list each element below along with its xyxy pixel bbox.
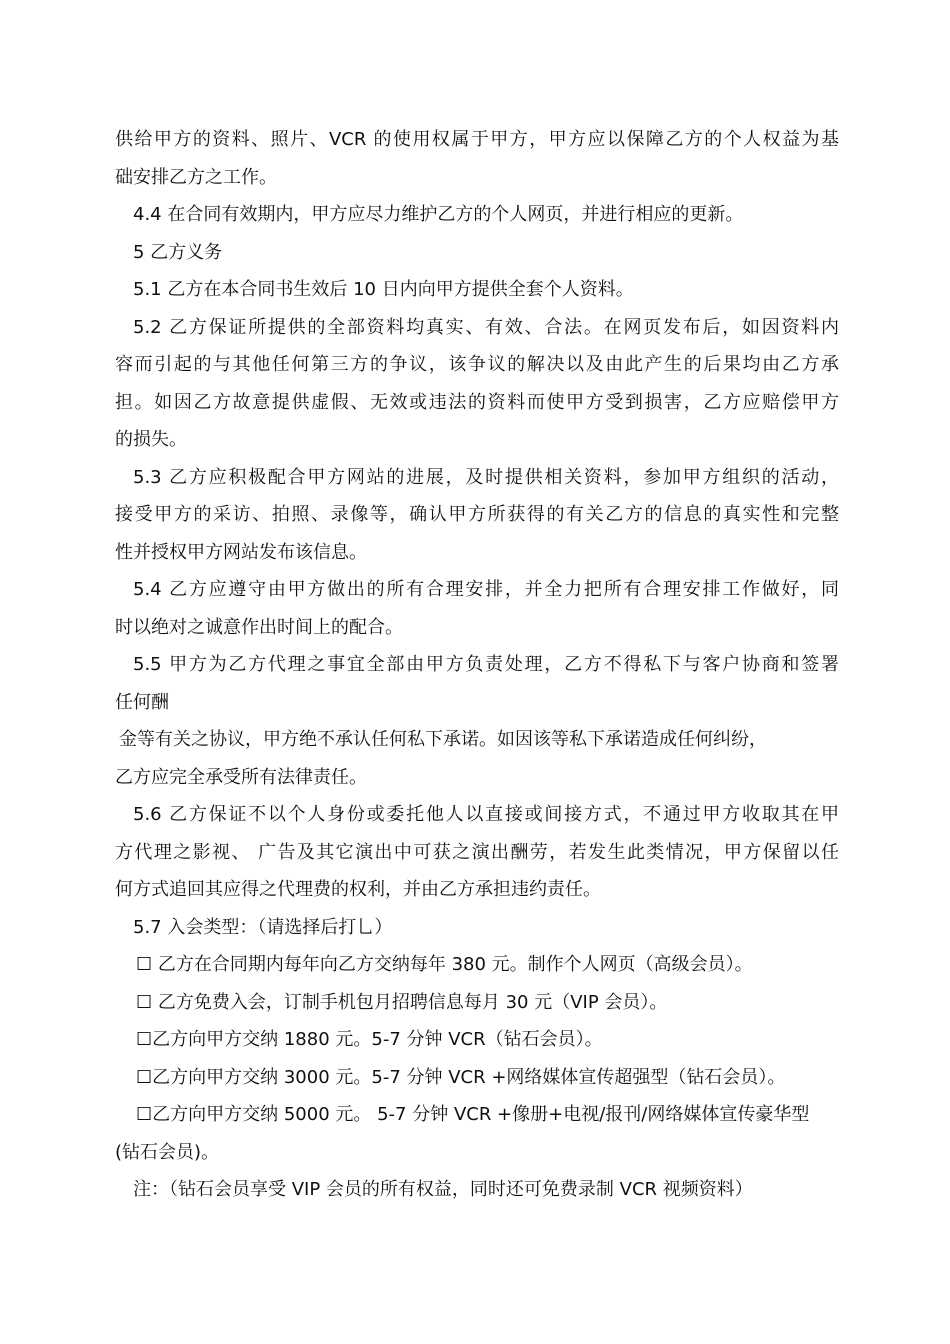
- text-line: (钻石会员)。: [115, 1141, 220, 1163]
- membership-option-checkbox[interactable]: ☐乙方向甲方交纳 1880 元。5-7 分钟 VCR（钻石会员）。: [136, 1029, 603, 1050]
- clause-5-2: 5.2 乙方保证所提供的全部资料均真实、有效、合法。在网页发布后，如因资料内: [133, 316, 839, 338]
- text-line: 时以绝对之诚意作出时间上的配合。: [115, 616, 403, 638]
- clause-5-3: 5.3 乙方应积极配合甲方网站的进展，及时提供相关资料，参加甲方组织的活动，: [133, 466, 839, 488]
- section-heading: 5 乙方义务: [133, 241, 223, 263]
- clause-5-6: 5.6 乙方保证不以个人身份或委托他人以直接或间接方式，不通过甲方收取其在甲: [133, 804, 839, 825]
- contract-text: [115, 121, 839, 1209]
- text-line: 何方式追回其应得之代理费的权利，并由乙方承担违约责任。: [115, 879, 601, 900]
- clause-4-4: 4.4 在合同有效期内，甲方应尽力维护乙方的个人网页，并进行相应的更新。: [133, 204, 744, 225]
- membership-option-checkbox[interactable]: ☐乙方向甲方交纳 3000 元。5-7 分钟 VCR +网络媒体宣传超强型（钻石会员）。: [136, 1066, 786, 1088]
- membership-option-checkbox[interactable]: ☐乙方向甲方交纳 5000 元。 5-7 分钟 VCR +像册+电视/报刊/网络媒体宣传豪华型: [136, 1104, 810, 1125]
- text-line: 容而引起的与其他任何第三方的争议，该争议的解决以及由此产生的后果均由乙方承: [115, 354, 839, 375]
- text-line: 方代理之影视、 广告及其它演出中可获之演出酬劳，若发生此类情况，甲方保留以任: [115, 841, 839, 863]
- text-line: 担。如因乙方故意提供虚假、无效或违法的资料而使甲方受到损害，乙方应赔偿甲方: [115, 391, 839, 413]
- membership-option-checkbox[interactable]: ☐ 乙方在合同期内每年向乙方交纳每年 380 元。制作个人网页（高级会员）。: [136, 954, 753, 975]
- clause-5-5: 5.5 甲方为乙方代理之事宜全部由甲方负责处理，乙方不得私下与客户协商和签署: [133, 654, 839, 675]
- clause-5-1: 5.1 乙方在本合同书生效后 10 日内向甲方提供全套个人资料。: [133, 279, 634, 300]
- text-line: 金等有关之协议，甲方绝不承认任何私下承诺。如因该等私下承诺造成任何纠纷，: [119, 729, 767, 750]
- text-line: 任何酬: [115, 691, 169, 713]
- text-line: 的损失。: [115, 429, 187, 450]
- text-line: 供给甲方的资料、照片、VCR 的使用权属于甲方，甲方应以保障乙方的个人权益为基: [115, 129, 839, 150]
- clause-5-7: 5.7 入会类型：（请选择后打乚）: [133, 916, 393, 938]
- text-line: 性并授权甲方网站发布该信息。: [115, 541, 367, 563]
- text-line: 础安排乙方之工作。: [115, 166, 277, 188]
- clause-5-4: 5.4 乙方应遵守由甲方做出的所有合理安排，并全力把所有合理安排工作做好，同: [133, 579, 839, 600]
- membership-option-checkbox[interactable]: ☐ 乙方免费入会，订制手机包月招聘信息每月 30 元（VIP 会员）。: [136, 991, 668, 1013]
- text-line: 乙方应完全承受所有法律责任。: [115, 766, 367, 788]
- text-line: 接受甲方的采访、拍照、录像等，确认甲方所获得的有关乙方的信息的真实性和完整: [115, 504, 839, 525]
- note-line: 注：（钻石会员享受 VIP 会员的所有权益，同时还可免费录制 VCR 视频资料）: [133, 1179, 753, 1200]
